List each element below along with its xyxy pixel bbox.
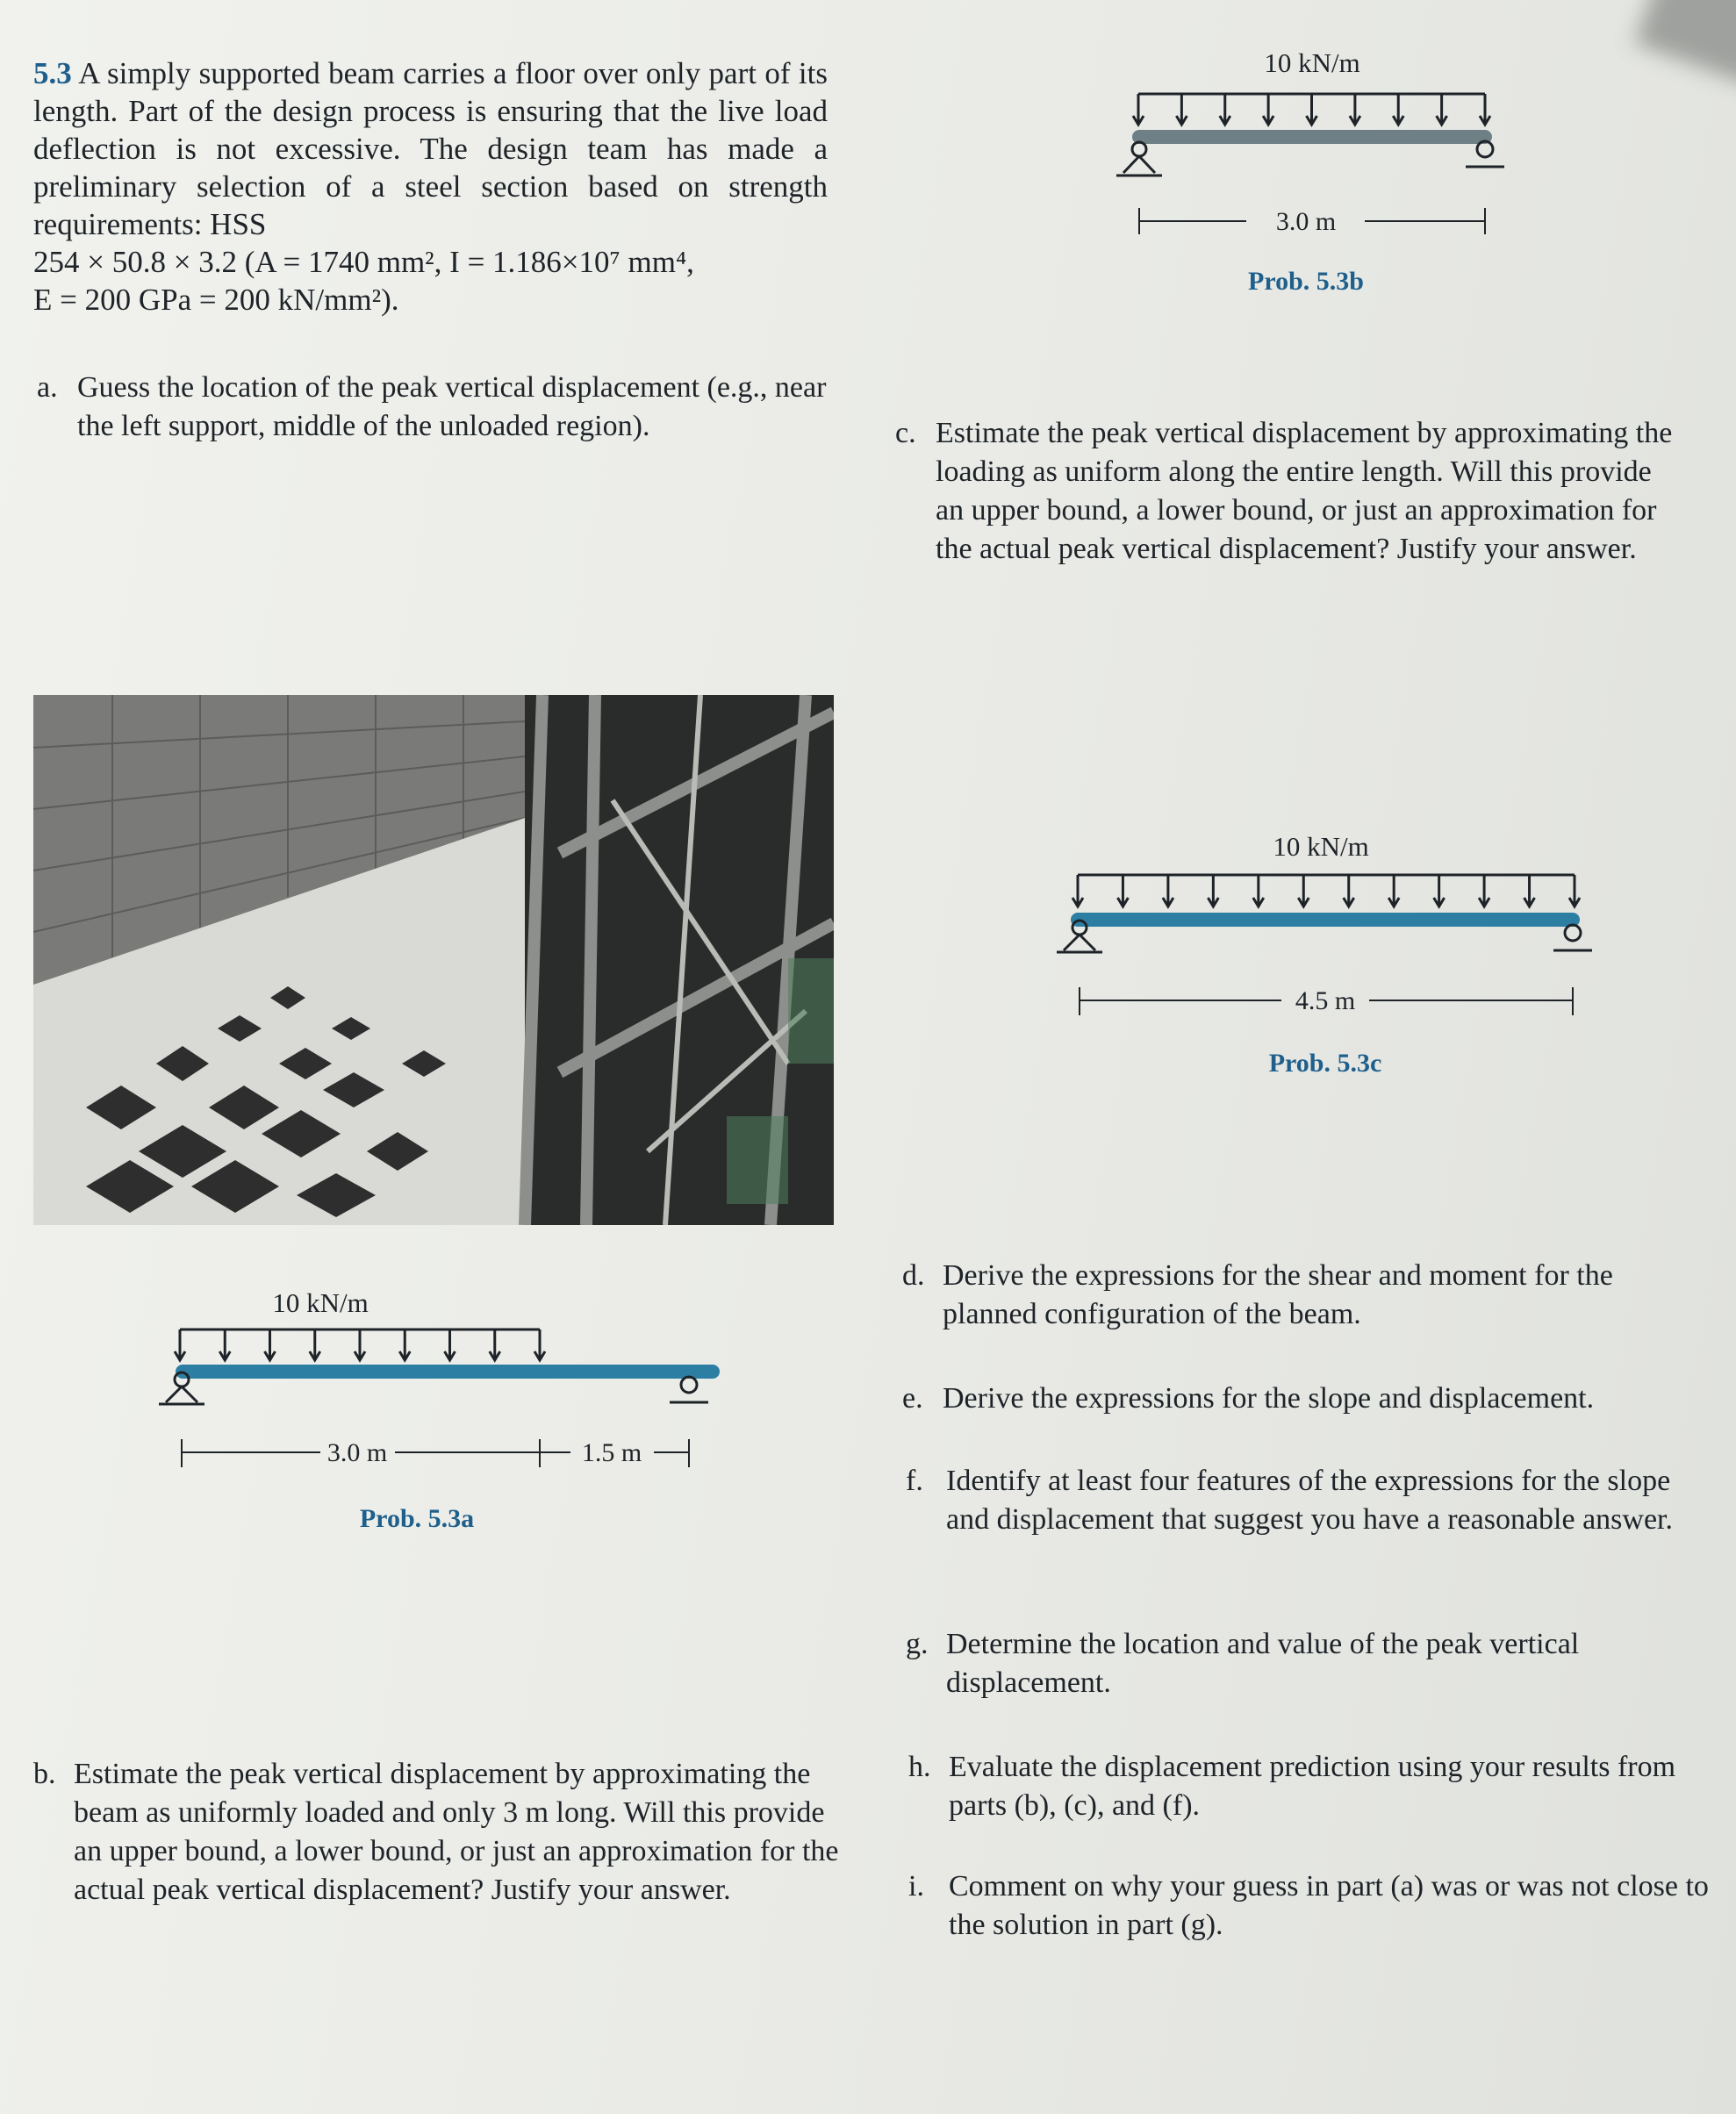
roller-support-b	[1466, 141, 1504, 167]
part-b-text: Estimate the peak vertical displacement by approximating the beam as uniformly loaded and only 3 m long. Will this provide an upper bound, a lower bound, or just an approximation for the actual peak vertical displacement? Justify your answer.	[74, 1758, 839, 1906]
section-properties: 254 × 50.8 × 3.2 (A = 1740 mm², I = 1.186×10⁷ mm⁴,	[33, 245, 694, 279]
load-label-c: 10 kN/m	[1273, 831, 1369, 862]
part-c-text: Estimate the peak vertical displacement by approximating the loading as uniform along the entire length. Will this provide an upper bound, a lower bound, or just an approximation for the actual peak vertical displacement? Justify your answer.	[936, 417, 1673, 565]
distributed-load-b	[1133, 94, 1490, 125]
load-label-a: 10 kN/m	[272, 1287, 369, 1318]
roller-support-c	[1553, 925, 1592, 950]
problem-statement	[33, 54, 828, 319]
part-g-label: g.	[906, 1628, 929, 1660]
caption-prob-5-3a: Prob. 5.3a	[359, 1504, 475, 1533]
diagram-prob-5-3a	[154, 1281, 733, 1544]
part-g-text: Determine the location and value of the peak vertical displacement.	[946, 1628, 1580, 1699]
distributed-load-c	[1072, 875, 1580, 907]
part-a-text: Guess the location of the peak vertical displacement (e.g., near the left support, middle of the unloaded region).	[77, 371, 827, 442]
part-c	[895, 414, 1685, 569]
pin-support-b	[1116, 142, 1162, 176]
distributed-load-a	[175, 1329, 545, 1360]
part-h-text: Evaluate the displacement prediction using your results from parts (b), (c), and (f).	[949, 1751, 1676, 1822]
part-h-label: h.	[908, 1751, 931, 1783]
caption-prob-5-3b: Prob. 5.3b	[1248, 267, 1364, 296]
part-d	[902, 1257, 1710, 1334]
diagram-prob-5-3b	[1106, 46, 1510, 309]
problem-number: 5.3	[33, 56, 72, 90]
part-g	[906, 1625, 1713, 1702]
problem-intro-text: A simply supported beam carries a floor over only part of its length. Part of the design process is ensuring that the live load deflection is not excessive. The design team has made a preliminary selection of a steel section based on strength requirements: HSS	[33, 56, 828, 241]
part-e-label: e.	[902, 1382, 923, 1415]
part-f	[906, 1462, 1713, 1539]
diagram-prob-5-3c	[1053, 829, 1615, 1093]
part-e-text: Derive the expressions for the slope and displacement.	[943, 1382, 1595, 1415]
part-a	[37, 369, 831, 446]
dimension-label-a-unloaded: 1.5 m	[581, 1438, 642, 1467]
dimension-label-b: 3.0 m	[1275, 207, 1337, 236]
part-a-label: a.	[37, 371, 58, 404]
part-b-label: b.	[33, 1758, 56, 1790]
part-b	[33, 1755, 845, 1910]
load-label-b: 10 kN/m	[1264, 47, 1360, 78]
caption-prob-5-3c: Prob. 5.3c	[1268, 1049, 1382, 1078]
part-c-label: c.	[895, 417, 916, 449]
part-e	[902, 1379, 1710, 1418]
floor-photograph	[33, 695, 834, 1225]
part-i-text: Comment on why your guess in part (a) was or was not close to the solution in part (g).	[949, 1870, 1709, 1941]
roller-support-a	[670, 1377, 708, 1402]
part-f-label: f.	[906, 1465, 923, 1497]
part-i-label: i.	[908, 1870, 924, 1903]
material-properties: E = 200 GPa = 200 kN/mm²).	[33, 283, 399, 317]
beam-a	[176, 1365, 720, 1379]
part-h	[908, 1748, 1716, 1825]
beam-b	[1132, 130, 1492, 144]
beam-c	[1071, 913, 1580, 927]
part-d-text: Derive the expressions for the shear and moment for the planned configuration of the beam.	[943, 1259, 1613, 1330]
part-d-label: d.	[902, 1259, 925, 1292]
dimension-label-a-loaded: 3.0 m	[326, 1438, 388, 1467]
part-f-text: Identify at least four features of the expressions for the slope and displacement that suggest you have a reasonable answer.	[946, 1465, 1674, 1536]
dimension-label-c: 4.5 m	[1295, 986, 1356, 1015]
part-i	[908, 1867, 1716, 1945]
